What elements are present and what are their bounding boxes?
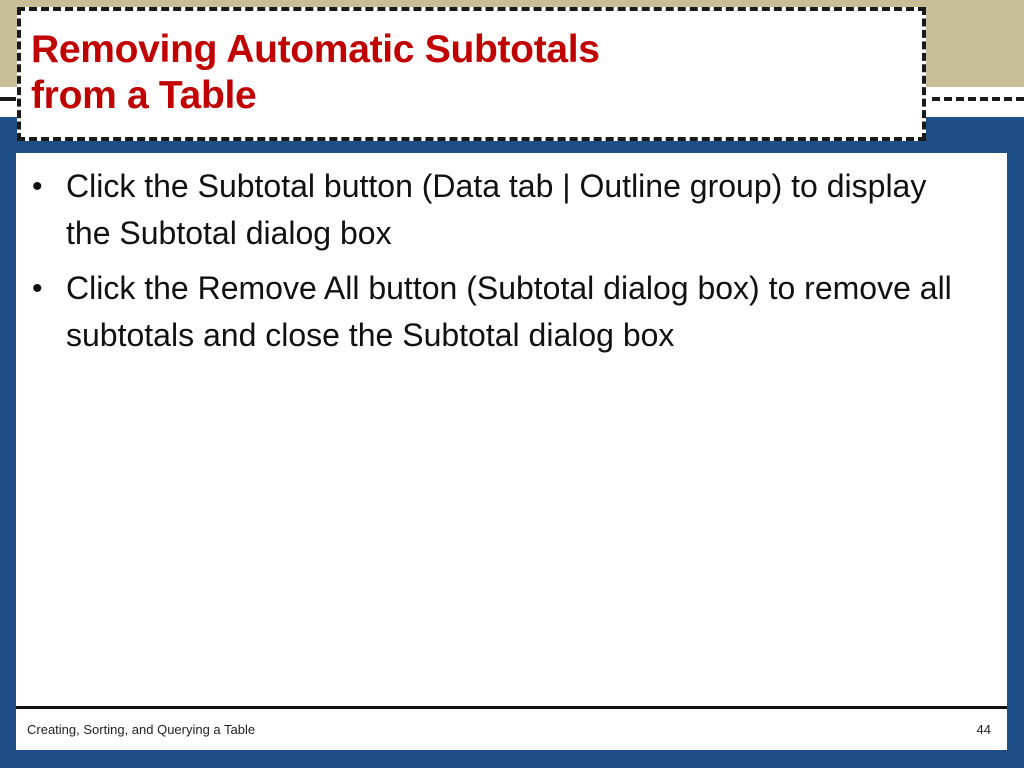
slide-title-line-2: from a Table [31, 74, 257, 117]
bullet-text: Click the Remove All button (Subtotal dialog box) to remove all subtotals and close the Subtotal dialog box [66, 270, 952, 353]
bullet-item [28, 163, 977, 257]
title-box [17, 7, 926, 141]
bullet-list [28, 163, 977, 359]
bullet-marker: • [32, 272, 43, 305]
slide-footer [16, 709, 1007, 750]
content-area [16, 153, 1007, 707]
dashed-rule-left [0, 97, 16, 101]
dashed-rule-right [932, 97, 1024, 101]
footer-title: Creating, Sorting, and Querying a Table [27, 722, 256, 737]
bullet-text: Click the Subtotal button (Data tab | Outline group) to display the Subtotal dialog box [66, 168, 927, 251]
bullet-item [28, 265, 977, 359]
bullet-marker: • [32, 170, 43, 203]
slide-title-line-1: Removing Automatic Subtotals [31, 28, 600, 71]
page-number: 44 [976, 722, 991, 737]
